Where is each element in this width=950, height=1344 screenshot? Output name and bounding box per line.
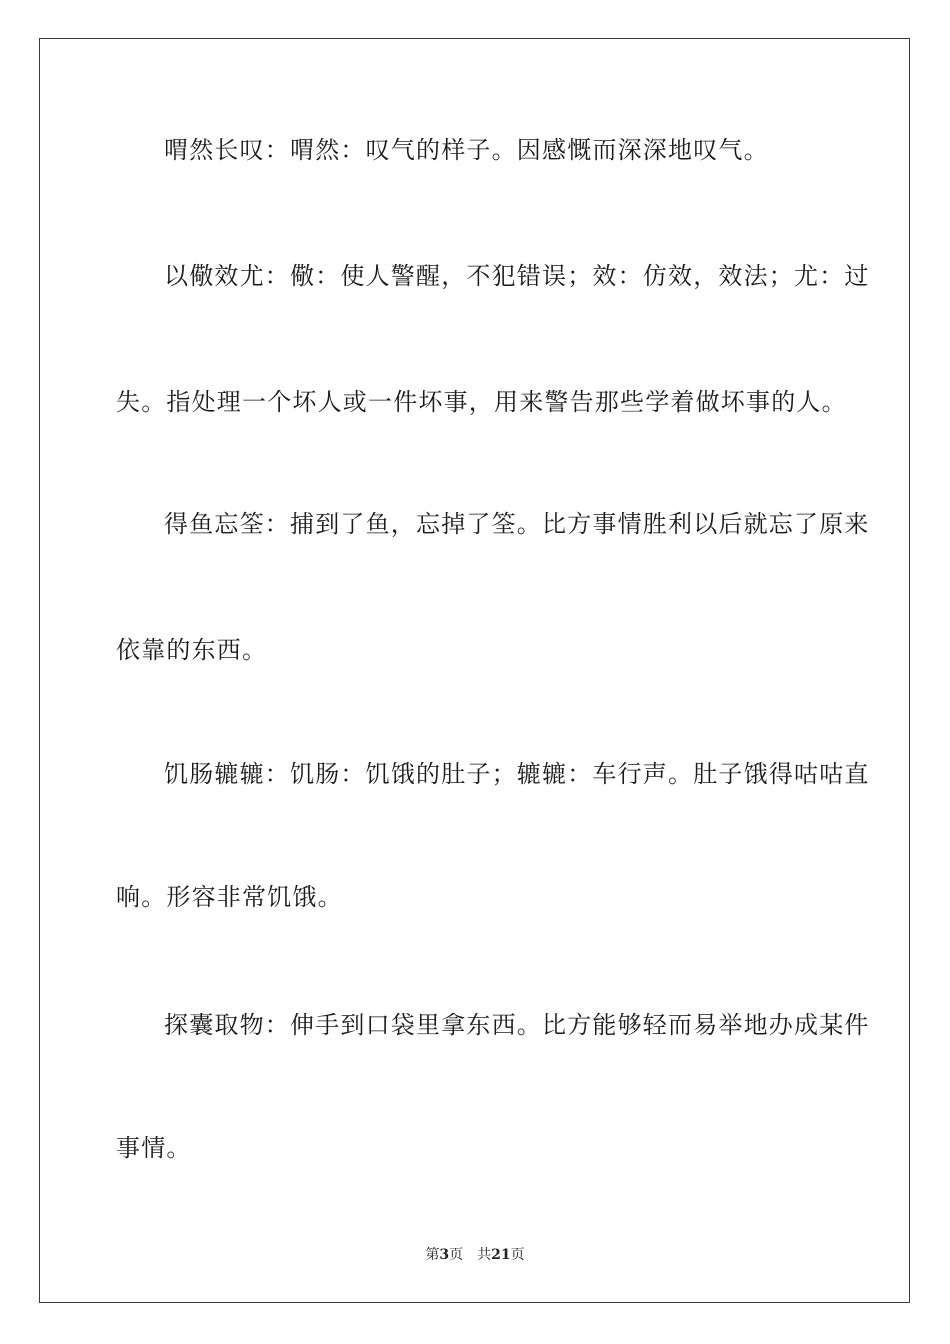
page-frame: [39, 38, 910, 1303]
total-page-number: 21: [491, 1247, 511, 1263]
paragraph-line: 饥肠辘辘：饥肠：饥饿的肚子；辘辘：车行声。肚子饿得咕咕直: [164, 760, 870, 788]
page-prefix: 第: [425, 1247, 440, 1263]
page-footer: [0, 1245, 950, 1265]
paragraph-line: 探囊取物：伸手到口袋里拿东西。比方能够轻而易举地办成某件: [164, 1011, 870, 1039]
total-prefix: 共: [477, 1247, 492, 1263]
paragraph-line: 响。形容非常饥饿。: [116, 883, 343, 911]
current-page-number: 3: [439, 1247, 450, 1263]
paragraph-line: 事情。: [116, 1134, 192, 1162]
paragraph-line: 依靠的东西。: [116, 636, 268, 664]
paragraph-line: 得鱼忘筌：捕到了鱼，忘掉了筌。比方事情胜利以后就忘了原来: [164, 510, 870, 538]
paragraph-line: 喟然长叹：喟然：叹气的样子。因感慨而深深地叹气。: [164, 136, 769, 164]
paragraph-line: 失。指处理一个坏人或一件坏事，用来警告那些学着做坏事的人。: [116, 388, 847, 416]
page-suffix: 页: [449, 1247, 464, 1263]
total-suffix: 页: [510, 1247, 525, 1263]
paragraph-line: 以儆效尤：儆：使人警醒，不犯错误；效：仿效，效法；尤：过: [164, 262, 870, 290]
